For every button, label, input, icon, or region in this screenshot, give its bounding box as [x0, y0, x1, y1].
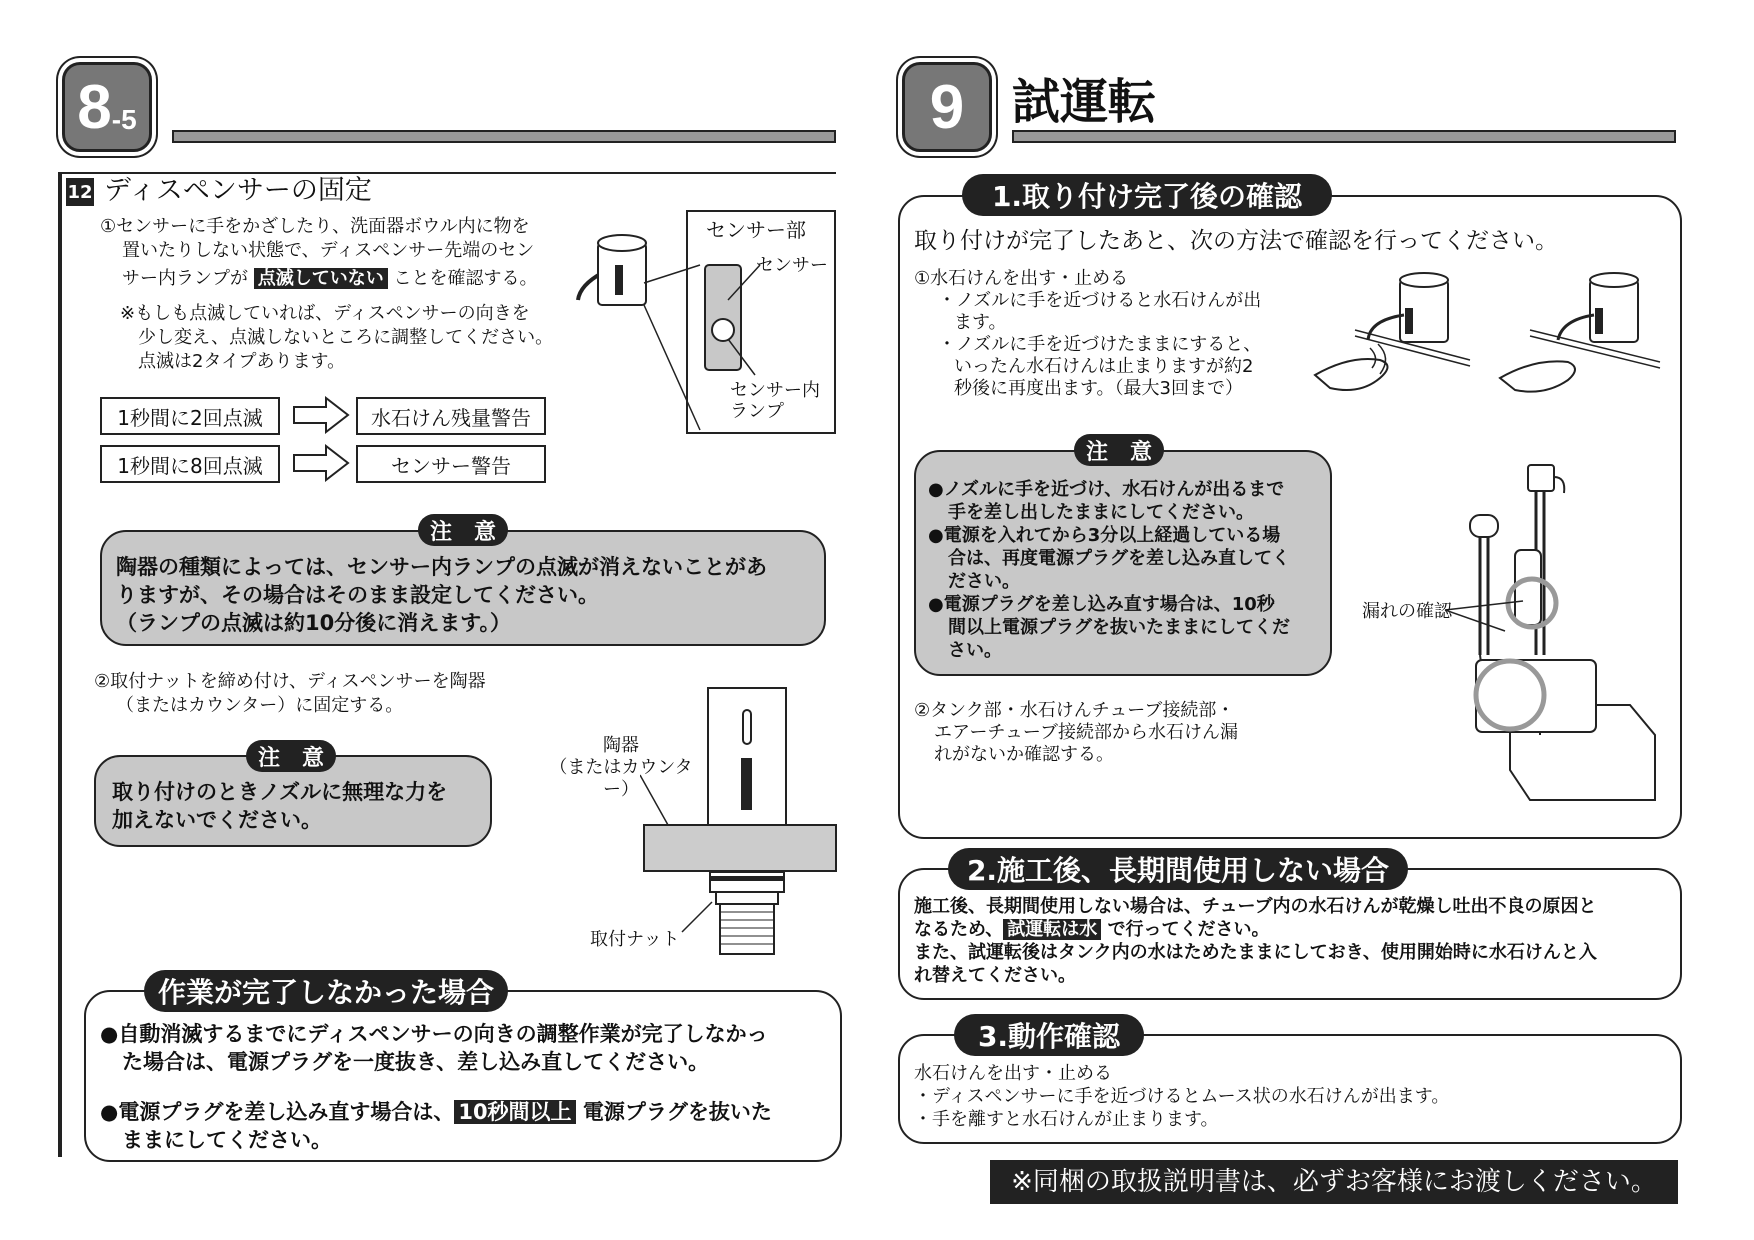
- section-3-title: 3.動作確認: [954, 1014, 1144, 1056]
- section-badge-8-5: [62, 62, 152, 152]
- pottery-label: 陶器 （またはカウンター）: [549, 735, 693, 800]
- left-header-bar: [172, 130, 836, 143]
- caution-text-2: 取り付けのときノズルに無理な力を 加えないでください。: [112, 780, 448, 832]
- caution-label-right: 注 意: [1074, 434, 1164, 466]
- section-1-title: 1.取り付け完了後の確認: [962, 174, 1332, 216]
- sensor-callout: センサー: [756, 255, 828, 276]
- nut-label: 取付ナット: [590, 929, 680, 950]
- caution-text-1: 陶器の種類によっては、センサー内ランプの点滅が消えないことがあ りますが、その場合はそのまま設定してください。 （ランプの点滅は約10分後に消えます。）: [116, 555, 767, 635]
- badge-main: 9: [929, 72, 965, 142]
- section-2-title: 2.施工後、長期間使用しない場合: [948, 848, 1408, 890]
- blink-result-1: 水石けん残量警告: [356, 397, 546, 435]
- sensor-label: センサー部: [706, 218, 806, 242]
- incomplete-text-2: ●電源プラグを差し込み直す場合は、 10秒間以上 電源プラグを抜いた ままにしてください。: [100, 1100, 772, 1152]
- badge-sub: -5: [111, 104, 137, 135]
- arrow-icon: [292, 396, 352, 434]
- left-vertical-rule: [58, 172, 62, 1157]
- right-header-bar: [1012, 130, 1676, 143]
- section-1-step-1: ①水石けんを出す・止める ・ノズルに手を近づけると水石けんが出 ます。 ・ノズルに手を近づけたままにすると、 いったん水石けんは止まりますが約2 秒後に再度出ます。（最大3回まで）: [914, 268, 1262, 399]
- incomplete-text-1: ●自動消滅するまでにディスペンサーの向きの調整作業が完了しなかっ た場合は、電源プラグを一度抜き、差し込み直してください。: [100, 1022, 768, 1074]
- blink-condition-1: 1秒間に2回点滅: [100, 397, 280, 435]
- highlight-not-blinking: 点滅していない: [254, 268, 388, 289]
- blink-result-2: センサー警告: [356, 445, 546, 483]
- step-number: 12: [66, 178, 94, 206]
- page-title: 試運転: [1012, 74, 1157, 130]
- incomplete-title: 作業が完了しなかった場合: [144, 970, 508, 1012]
- section-1-intro: 取り付けが完了したあと、次の方法で確認を行ってください。: [914, 228, 1558, 254]
- section-2-text: 施工後、長期間使用しない場合は、チューブ内の水石けんが乾燥し吐出不良の原因と なるため、 試運転は水 で行ってください。 また、試運転後はタンク内の水はためたままにしておき、使用開始時に水石けんと入 れ替えてください。: [914, 896, 1597, 986]
- section-3-text: 水石けんを出す・止める ・ディスペンサーに手を近づけるとムース状の水石けんが出ます。 ・手を離すと水石けんが止まります。: [914, 1063, 1450, 1130]
- footer-note: ※同梱の取扱説明書は、必ずお客様にお渡しください。: [990, 1160, 1678, 1204]
- tank-illustration: [1440, 455, 1670, 815]
- badge-main: 8: [77, 72, 112, 142]
- section-1-step-2: ②タンク部・水石けんチューブ接続部・ エアーチューブ接続部から水石けん漏 れがないか確認する。: [914, 700, 1239, 765]
- section-badge-9: [902, 62, 992, 152]
- highlight-test-run-water: 試運転は水: [1003, 919, 1101, 940]
- leak-callout-lines: [1445, 595, 1555, 635]
- note-1: ※もしも点滅していれば、ディスペンサーの向きを 少し変え、点滅しないところに調整してください。 点滅は2タイプあります。: [120, 303, 554, 372]
- arrow-icon: [292, 444, 352, 482]
- instruction-2: ②取付ナットを締め付け、ディスペンサーを陶器 （またはカウンター）に固定する。: [94, 671, 486, 716]
- dispense-illustration: [1300, 270, 1670, 420]
- leak-label: 漏れの確認: [1362, 601, 1452, 622]
- instruction-1: ①センサーに手をかざしたり、洗面器ボウル内に物を 置いたりしない状態で、ディスペンサー先端のセン サー内ランプが 点滅していない ことを確認する。: [100, 216, 538, 289]
- blink-condition-2: 1秒間に8回点滅: [100, 445, 280, 483]
- pottery-diagram: [640, 680, 840, 960]
- highlight-10-seconds: 10秒間以上: [454, 1100, 575, 1124]
- sensor-lamp-label: センサー内 ランプ: [730, 380, 820, 422]
- caution-text-right: ●ノズルに手を近づけ、水石けんが出るまで 手を差し出したままにしてください。 ●電源を入れてから3分以上経過している場 合は、再度電源プラグを差し込み直してく ださい。 ●電源プラグを差し込み直す場合は、10秒 間以上電源プラグを抜いたままにしてくだ さい。: [928, 479, 1290, 661]
- caution-label-2: 注 意: [246, 740, 336, 772]
- step-title: ディスペンサーの固定: [104, 175, 372, 206]
- caution-label-1: 注 意: [418, 514, 508, 546]
